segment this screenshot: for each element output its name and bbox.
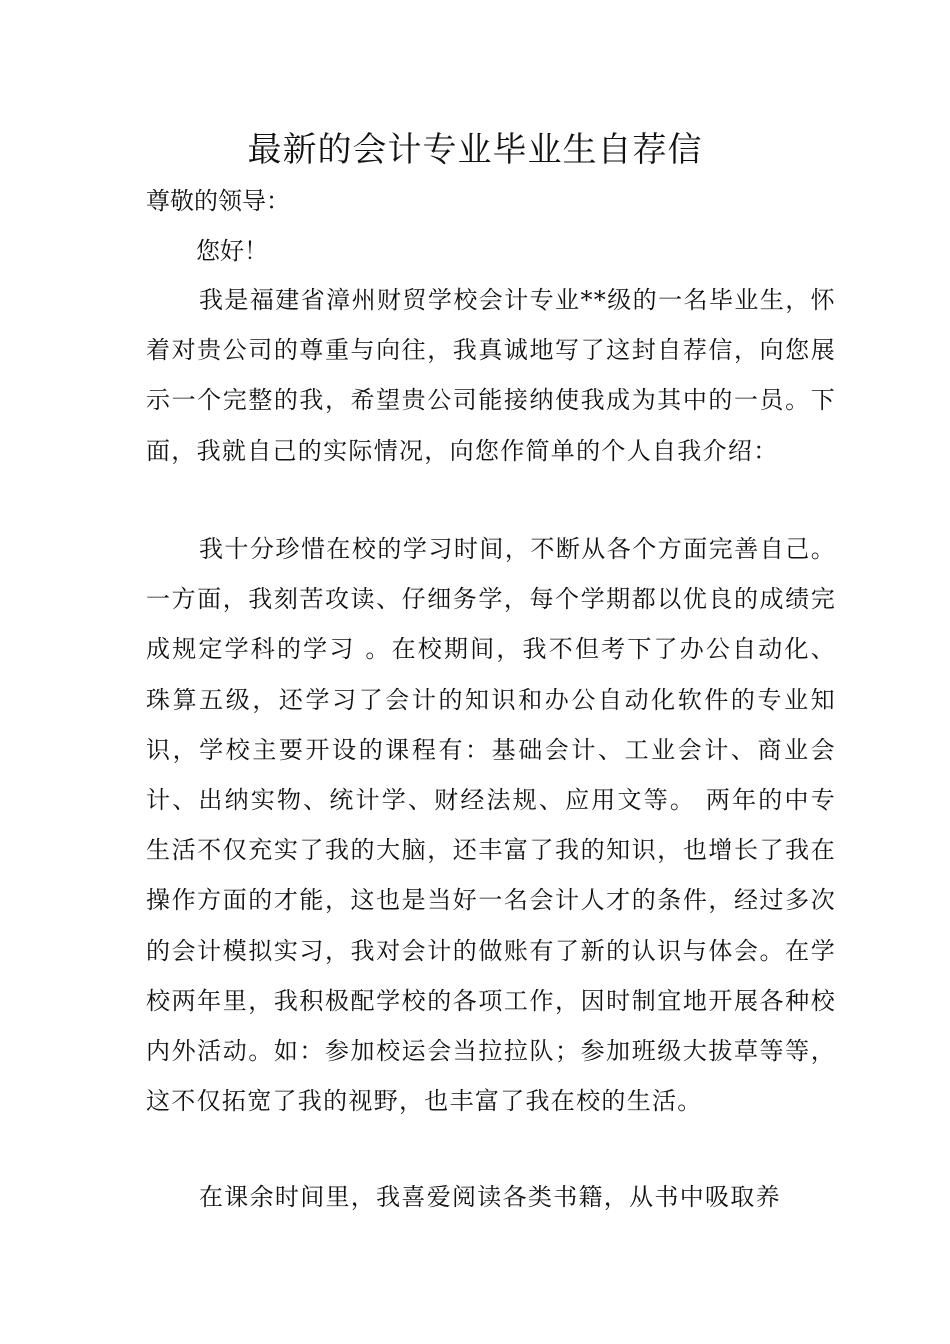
paragraph-hobbies: 在课余时间里，我喜爱阅读各类书籍，从书中吸取养: [199, 1183, 781, 1211]
document-title: 最新的会计专业毕业生自荐信: [247, 130, 703, 170]
paragraph-introduction: 我是福建省漳州财贸学校会计专业**级的一名毕业生，怀着对贵公司的尊重与向往，我真诚地写了这封自荐信，向您展示一个完整的我，希望贵公司能接纳使我成为其中的一员。下面，我就自己的实际情况，向您作简单的个人自我介绍：: [146, 286, 836, 465]
greeting: 您好！: [196, 237, 268, 265]
paragraph-study: 我十分珍惜在校的学习时间，不断从各个方面完善自己。一方面，我刻苦攻读、仔细务学，每个学期都以优良的成绩完成规定学科的学习 。在校期间，我不但考下了办公自动化、珠算五级，还学习了会计的知识和办公自动化软件的专业知识，学校主要开设的课程有：基础会计、工业会计、商业会计、出纳实物、统计学、财经法规、应用文等。 两年的中专生活不仅充实了我的大脑，还丰富了我的知识，也增长了我在操作方面的才能，这也是当好一名会计人才的条件，经过多次的会计模拟实习，我对会计的做账有了新的认识与体会。在学校两年里，我积极配学校的各项工作，因时制宜地开展各种校内外活动。如：参加校运会当拉拉队；参加班级大拔草等等，这不仅拓宽了我的视野，也丰富了我在校的生活。: [146, 535, 836, 1116]
salutation: 尊敬的领导：: [146, 187, 290, 215]
